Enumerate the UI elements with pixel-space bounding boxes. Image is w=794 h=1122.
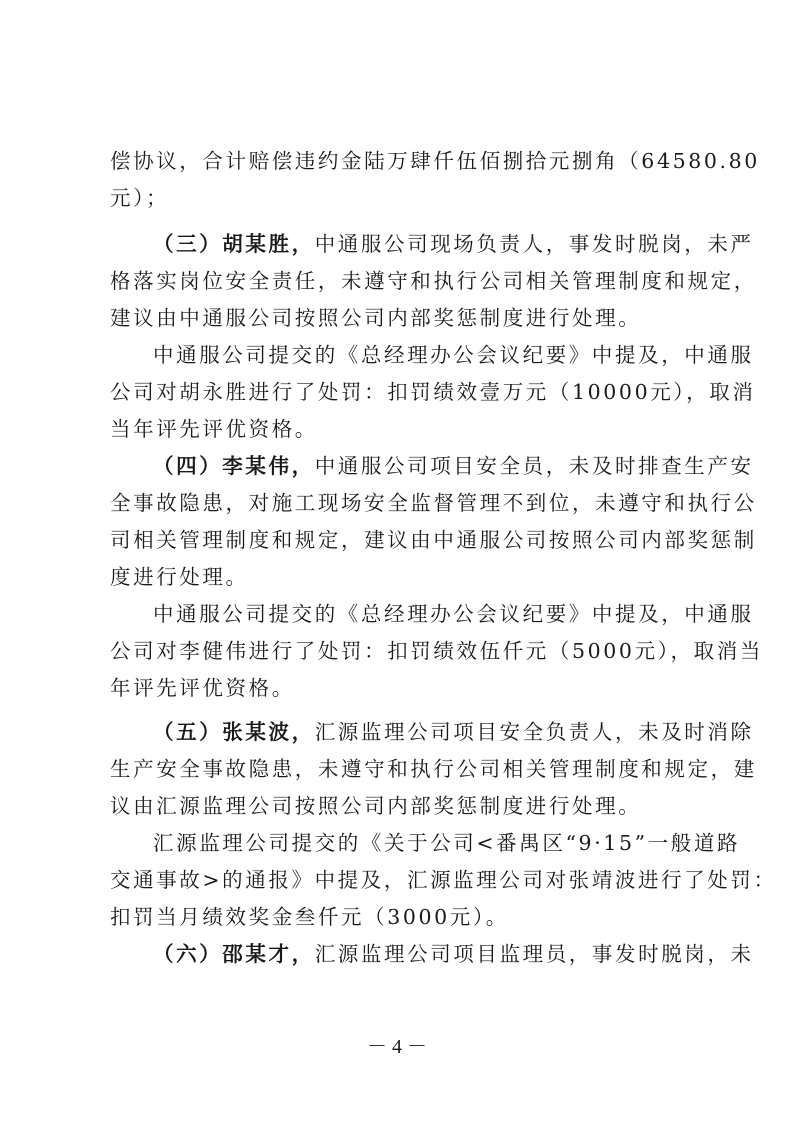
line-text: 元）；	[110, 186, 170, 210]
text-line	[110, 300, 641, 337]
text-line	[110, 143, 760, 180]
text-line	[110, 263, 757, 300]
section-heading: （六）邵某才，	[153, 942, 315, 966]
text-line	[153, 596, 754, 633]
line-text: 度进行处理。	[110, 565, 249, 589]
text-line	[110, 485, 757, 522]
line-text: 建议由中通服公司按照公司内部奖惩制度进行处理。	[110, 306, 642, 330]
line-text: 中通服公司现场负责人，事发时脱岗，未严	[314, 232, 754, 256]
text-line	[153, 337, 754, 374]
line-text: 汇源监理公司提交的《关于公司<番禺区“9·15”一般道路	[153, 831, 741, 855]
text-line	[110, 751, 757, 788]
section-heading: （五）张某波，	[153, 720, 315, 744]
text-line	[153, 714, 754, 751]
text-line	[110, 180, 169, 217]
line-text: 汇源监理公司项目安全负责人，未及时消除	[314, 720, 754, 744]
line-text: 汇源监理公司项目监理员，事发时脱岗，未	[314, 942, 754, 966]
page-number: － 4 －	[367, 1036, 427, 1058]
section-heading: （四）李某伟，	[153, 454, 315, 478]
text-line	[110, 862, 777, 899]
text-line	[110, 411, 318, 448]
line-text: 公司对李健伟进行了处罚：扣罚绩效伍仟元（5000元），取消当	[110, 639, 763, 663]
line-text: 扣罚当月绩效奖金叁仟元（3000元）。	[110, 905, 509, 929]
line-text: 年评先评优资格。	[110, 676, 295, 700]
text-line	[110, 670, 295, 707]
line-text: 公司对胡永胜进行了处罚：扣罚绩效壹万元（10000元），取消	[110, 380, 756, 404]
line-text: 议由汇源监理公司按照公司内部奖惩制度进行处理。	[110, 794, 642, 818]
line-text: 当年评先评优资格。	[110, 417, 318, 441]
line-text: 格落实岗位安全责任，未遵守和执行公司相关管理制度和规定，	[110, 269, 757, 293]
text-line	[153, 226, 754, 263]
line-text: 中通服公司项目安全员，未及时排查生产安	[314, 454, 754, 478]
line-text: 全事故隐患，对施工现场安全监督管理不到位，未遵守和执行公	[110, 491, 757, 515]
text-line	[110, 522, 757, 559]
line-text: 中通服公司提交的《总经理办公会议纪要》中提及，中通服	[153, 343, 754, 367]
text-line	[110, 788, 641, 825]
text-line	[110, 374, 755, 411]
line-text: 司相关管理制度和规定，建议由中通服公司按照公司内部奖惩制	[110, 528, 757, 552]
line-text: 生产安全事故隐患，未遵守和执行公司相关管理制度和规定，建	[110, 757, 757, 781]
text-line	[110, 633, 763, 670]
text-line	[110, 559, 249, 596]
text-line	[153, 936, 754, 973]
text-line	[153, 448, 754, 485]
text-line	[110, 899, 509, 936]
line-text: 交通事故>的通报》中提及，汇源监理公司对张靖波进行了处罚：	[110, 868, 777, 892]
text-line	[153, 825, 740, 862]
line-text: 偿协议，合计赔偿违约金陆万肆仟伍佰捌拾元捌角（64580.80	[110, 149, 760, 173]
section-heading: （三）胡某胜，	[153, 232, 315, 256]
line-text: 中通服公司提交的《总经理办公会议纪要》中提及，中通服	[153, 602, 754, 626]
